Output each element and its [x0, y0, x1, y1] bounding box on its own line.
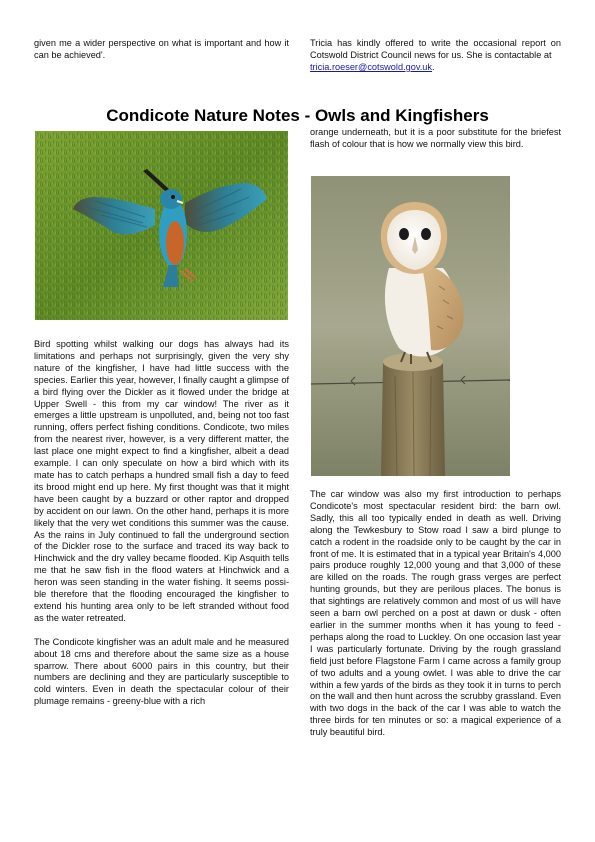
previous-article-ending: given me a wider perspective on what is important and how it can be achieved'.	[34, 38, 289, 60]
article-title: Condicote Nature Notes - Owls and Kingfishers	[106, 106, 489, 125]
right-column-intro	[310, 127, 561, 151]
email-trailing-period: .	[432, 61, 435, 72]
left-column-body	[34, 339, 289, 708]
paragraph-barn-owl: The car window was also my first introduction to perhaps Condicote's most spectacular resident bird: the barn owl. Sadly, this all too typically ended in death as well. Driving along the Tewkesbury to Stow road I saw a bird plunge to catch a rodent in the roadside only to be caught by the car in front of me. It is estimated that in a typical year Britain's 4,000 pairs produce roughly 12,000 young and that 3,000 of these are killed on the roads. The rough grass verges are perfect hunting grounds, but they are perilous places. The bonus is that sightings are relatively common and most of us will have seen a barn owl perched on a post at dawn or dusk - often earlier in the summer months when it has young to feed - perhaps along the road to Luckley. On one occasion last year I was particularly fortunate. Driving by the rough grassland field just before Flagstone Farm I came across a family group of two adults and a young owlet. I was able to drive the car within a few yards of the birds as they took it in turns to perch on the wall and then hunt across the scrubby grassland. Even with two dogs in the back of the car I was able to watch the three birds for ten minutes or so: a magical experience of a truly beautiful bird.	[310, 489, 561, 738]
right-column-body	[310, 489, 561, 739]
top-left-text	[34, 38, 289, 62]
paragraph-kingfisher-sighting: Bird spotting whilst walking our dogs has always had its limitations and perhaps not surprisingly, given the very shy nature of the kingfisher, I have had little success with the species. Earlier this year, however, I finally caught a glimpse of a bird flying over the Dickler as it flowed under the bridge at Upper Swell - this from my car window! The river as it emerges a little upstream is unpolluted, and, being not too fast running, offers perfect fishing conditions. Condicote, two miles from the nearest river, however, is a very different matter, the last place one might expect to find a kingfisher, albeit a dead example. I can only speculate on how a bird which with its mate has to catch perhaps a hundred small fish a day to feed its brood might end up here. My first thought was that it might have been caught by a buzzard or other raptor and dropped by accident on our lawn. On the other hand, perhaps it is more likely that the very wet conditions this summer was the cause. As the rains in July continued to fall the underground section of the Dickler rose to the surface and traced its way back to Hinchwick and the dry valley became flooded. Kip Asquith tells me that he saw fish in the flood waters at Hinchwick and a heron was seen standing in the water fishing. It seems possible therefore that the flooding encouraged the kingfisher to extend his hunting area only to be left stranded without food as the water retreated.	[34, 339, 289, 623]
kingfisher-photo	[35, 131, 288, 320]
contact-note	[310, 38, 561, 74]
barn-owl-photo	[311, 176, 510, 476]
contact-note-text: Tricia has kindly offered to write the occasional report on Cotswold District Council news for us. She is contactable at	[310, 38, 561, 60]
paragraph-continuation: orange underneath, but it is a poor substitute for the briefest flash of colour that is how we normally view this bird.	[310, 127, 561, 149]
top-right-text	[310, 38, 561, 74]
paragraph-kingfisher-facts: The Condicote kingfisher was an adult male and he measured about 18 cms and therefore about the same size as a house sparrow. There about 6000 pairs in this country, but their numbers are declining and they are particularly susceptible to cold winters. Even in death the spectacular colour of their plumage remains - greeny-blue with a rich	[34, 636, 289, 707]
email-link[interactable]: tricia.roeser@cotswold.gov.uk	[310, 61, 433, 72]
